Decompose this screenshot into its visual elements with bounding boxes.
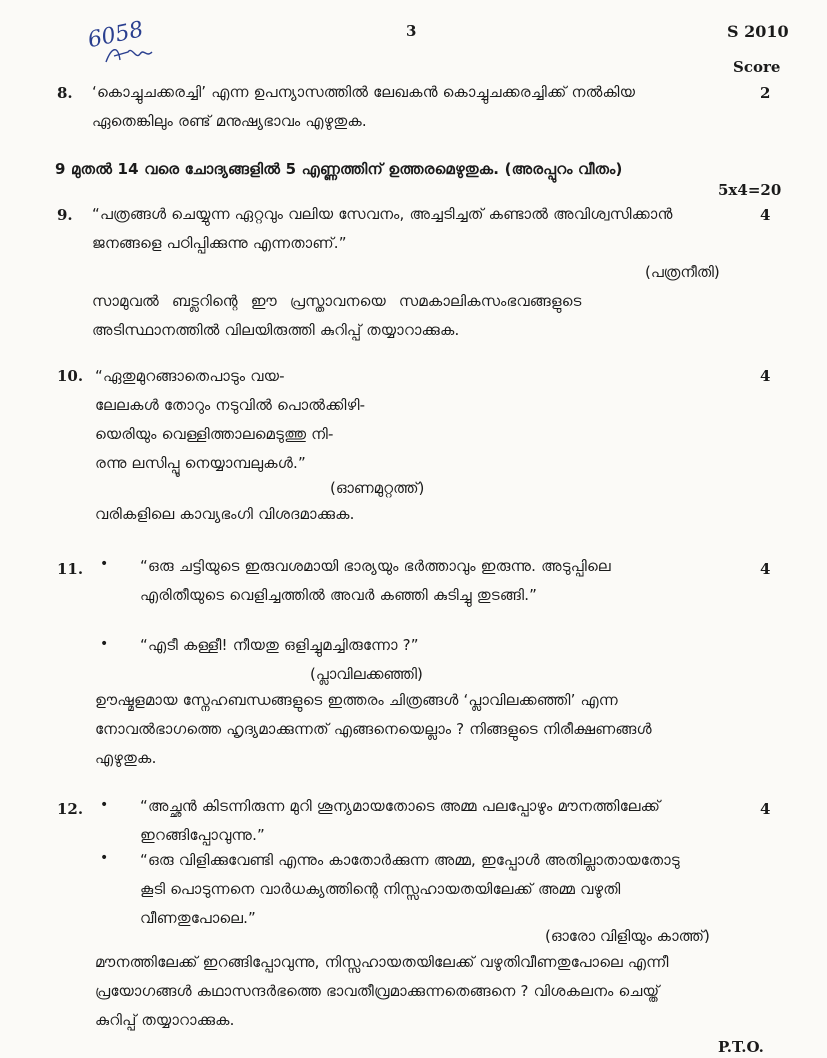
q9-source: (പത്രനീതി) (645, 263, 720, 281)
q11-task-line3: എഴുതുക. (95, 749, 157, 767)
q9-task-line1: സാമുവൽ ബട്ലറിന്റെ ഈ പ്രസ്താവനയെ സമകാലികസംഭവങ്ങളുടെ (92, 292, 582, 310)
q11-bullet1-line1: “ഒരു ചട്ടിയുടെ ഇരുവശമായി ഭാര്യയും ഭർത്താവും ഇരുന്നു. അടുപ്പിലെ (140, 557, 611, 575)
q12-bullet2-line2: കൂടി പൊടുന്നനെ വാർധക്യത്തിന്റെ നിസ്സഹായതയിലേക്ക് അമ്മ വഴുതി (140, 880, 621, 898)
q10-task: വരികളിലെ കാവ്യഭംഗി വിശദമാക്കുക. (95, 505, 355, 523)
q8-line1: ‘കൊച്ചുചക്കരച്ചി’ എന്ന ഉപന്യാസത്തിൽ ലേഖകൻ കൊച്ചുചക്കരച്ചിക്ക് നൽകിയ (92, 83, 636, 101)
q12-task-line2: പ്രയോഗങ്ങൾ കഥാസന്ദർഭത്തെ ഭാവതീവ്രമാക്കുന്നതെങ്ങനെ ? വിശകലനം ചെയ്ത് (95, 982, 660, 1000)
paper-code: S 2010 (727, 22, 789, 41)
svg-text:6058: 6058 (85, 17, 146, 54)
q9-number: 9. (57, 206, 73, 224)
q11-task-line2: നോവൽഭാഗത്തെ ഹൃദ്യമാക്കുന്നത് എങ്ങനെയെല്ലാം ? നിങ്ങളുടെ നിരീക്ഷണങ്ങൾ (95, 720, 652, 738)
q11-number: 11. (57, 560, 84, 578)
q12-number: 12. (57, 800, 84, 818)
score-label: Score (733, 58, 781, 76)
q9-quote-line2: ജനങ്ങളെ പഠിപ്പിക്കുന്നു എന്നതാണ്.” (92, 234, 347, 252)
q11-bullet2-line1: “എടീ കള്ളീ! നീയതു ഒളിച്ചുമച്ചിരുന്നോ ?” (140, 636, 419, 654)
q11-task-line1: ഊഷ്മളമായ സ്നേഹബന്ധങ്ങളുടെ ഇത്തരം ചിത്രങ്ങൾ ‘പ്ലാവിലക്കഞ്ഞി’ എന്ന (95, 691, 618, 709)
q11-mark: 4 (760, 560, 771, 578)
q12-task-line1: മൗനത്തിലേക്ക് ഇറങ്ങിപ്പോവുന്നു, നിസ്സഹായതയിലേക്ക് വഴുതിവീണതുപോലെ എന്നീ (95, 953, 669, 971)
q12-mark: 4 (760, 800, 771, 818)
q10-verse-line4: രന്നു ലസിപ്പൂ നെയ്യാമ്പലുകൾ.” (95, 454, 306, 472)
q10-source: (ഓണമുറ്റത്ത്) (330, 479, 425, 497)
q12-bullet2-line3: വീണതുപോലെ.” (140, 909, 257, 927)
q10-verse-line3: യെരിയും വെള്ളിത്താലമെടുത്തു നി- (95, 425, 334, 443)
q9-quote-line1: “പത്രങ്ങൾ ചെയ്യുന്ന ഏറ്റവും വലിയ സേവനം, അച്ചടിച്ചത് കണ്ടാൽ അവിശ്വസിക്കാൻ (92, 205, 673, 223)
q8-mark: 2 (760, 84, 771, 102)
q11-bullet1-icon: • (100, 556, 109, 572)
handwritten-note-scribble (84, 16, 194, 66)
q10-verse-line1: “ഏതുമുറങ്ങാതെപാടും വയ- (95, 367, 285, 385)
q12-bullet2-line1: “ഒരു വിളിക്കുവേണ്ടി എന്നും കാതോർക്കുന്ന അമ്മ, ഇപ്പോൾ അതില്ലാതായതോടു (140, 851, 680, 869)
q10-mark: 4 (760, 367, 771, 385)
q11-bullet1-line2: എരിതീയുടെ വെളിച്ചത്തിൽ അവർ കഞ്ഞി കുടിച്ചു തുടങ്ങി.” (140, 586, 538, 604)
q12-source: (ഓരോ വിളിയും കാത്ത്) (545, 927, 710, 945)
q12-bullet1-icon: • (100, 797, 109, 813)
q8-line2: ഏതെങ്കിലും രണ്ട് മനുഷ്യഭാവം എഴുതുക. (92, 112, 367, 130)
handwritten-note (84, 16, 194, 66)
section-instruction: 9 മുതൽ 14 വരെ ചോദ്യങ്ങളിൽ 5 എണ്ണത്തിന് ഉത്തരമെഴുതുക. (അരപ്പുറം വീതം) (55, 160, 623, 178)
q12-bullet1-line2: ഇറങ്ങിപ്പോവുന്നു.” (140, 826, 266, 844)
q9-task-line2: അടിസ്ഥാനത്തിൽ വിലയിരുത്തി കുറിപ്പ് തയ്യാറാക്കുക. (92, 321, 460, 339)
q12-task-line3: കുറിപ്പ് തയ്യാറാക്കുക. (95, 1011, 235, 1029)
q11-bullet2-icon: • (100, 636, 109, 652)
pto-label: P.T.O. (718, 1038, 764, 1056)
q10-verse-line2: ലേലകൾ തോറും നടുവിൽ പൊൽക്കിഴി- (95, 396, 366, 414)
page-number: 3 (406, 22, 417, 40)
q12-bullet2-icon: • (100, 850, 109, 866)
q11-source: (പ്ലാവിലക്കഞ്ഞി) (310, 665, 423, 683)
q8-number: 8. (57, 84, 73, 102)
q9-mark: 4 (760, 206, 771, 224)
q10-number: 10. (57, 367, 84, 385)
q12-bullet1-line1: “അച്ഛൻ കിടന്നിരുന്ന മുറി ശൂന്യമായതോടെ അമ്മ പലപ്പോഴും മൗനത്തിലേക്ക് (140, 797, 661, 815)
section-marks: 5x4=20 (718, 181, 782, 199)
